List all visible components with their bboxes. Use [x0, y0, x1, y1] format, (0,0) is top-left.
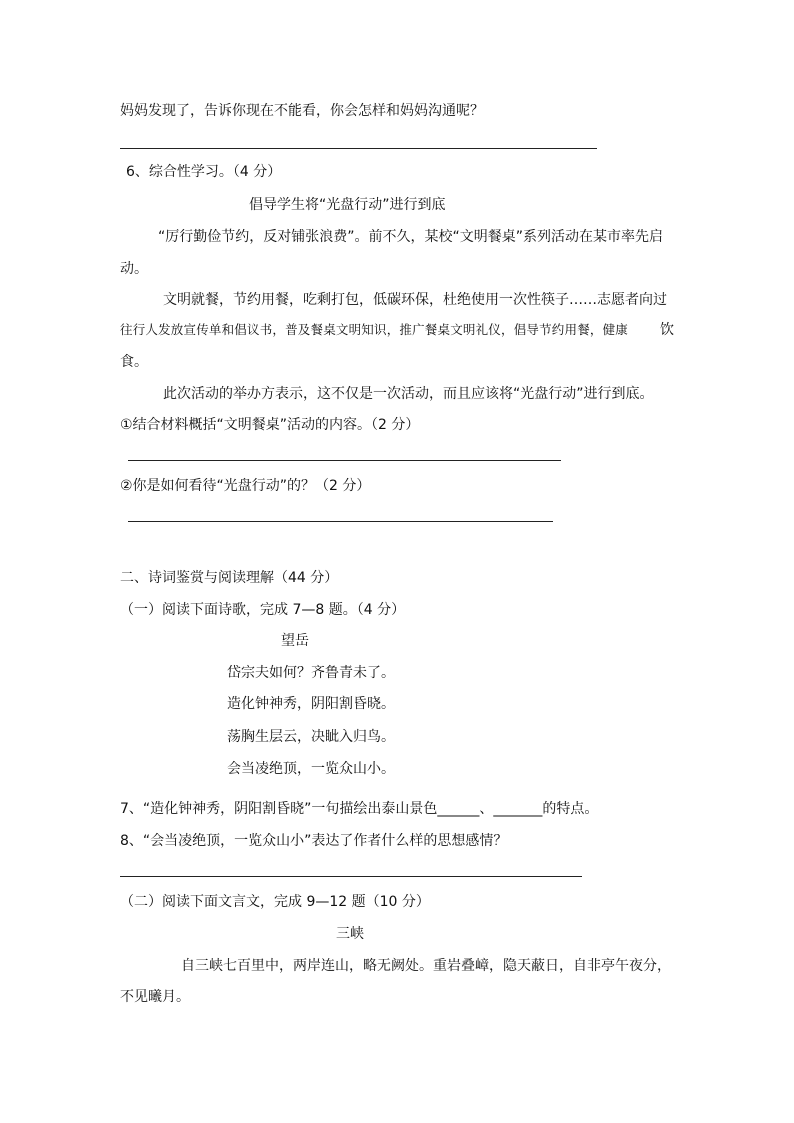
poem-line-1: 岱宗夫如何？齐鲁青未了。 — [227, 665, 395, 681]
q6-paragraph-3: 此次活动的举办方表示，这不仅是一次活动，而且应该将“光盘行动”进行到底。 — [163, 386, 654, 402]
q6-paragraph-2-line-1: 文明就餐，节约用餐，吃剩打包，低碳环保，杜绝使用一次性筷子……志愿者向过 — [163, 292, 667, 308]
q5-tail-text: 妈妈发现了，告诉你现在不能看，你会怎样和妈妈沟通呢？ — [120, 103, 484, 119]
poem-line-2: 造化钟神秀，阴阳割昏晓。 — [227, 696, 395, 712]
poem-title: 望岳 — [281, 633, 309, 649]
q6-paragraph-2-line-2-tail: 饮 — [660, 322, 674, 338]
prose-line-2: 不见曦月。 — [120, 989, 190, 1005]
q6-sub-question-2: ②你是如何看待“光盘行动”的？（2 分） — [120, 478, 371, 494]
poem-line-3: 荡胸生层云，决眦入归鸟。 — [227, 729, 395, 745]
q6-paragraph-1-line-2: 动。 — [120, 261, 148, 277]
answer-line-q6-2 — [128, 521, 553, 522]
q6-heading: 6、综合性学习。（4 分） — [126, 164, 282, 180]
answer-line-q6-1 — [128, 460, 561, 461]
section-2-heading: 二、诗词鉴赏与阅读理解（44 分） — [120, 570, 339, 586]
prose-line-1: 自三峡七百里中，两岸连山，略无阙处。重岩叠嶂，隐天蔽日，自非亭午夜分， — [181, 958, 671, 974]
q6-material-title: 倡导学生将“光盘行动”进行到底 — [249, 197, 446, 213]
question-7: 7、“造化钟神秀，阴阳割昏晓”一句描绘出泰山景色______、_______的特点。 — [120, 801, 599, 817]
part-2-instructions: （二）阅读下面文言文，完成 9—12 题（10 分） — [120, 894, 430, 910]
part-1-instructions: （一）阅读下面诗歌，完成 7—8 题。（4 分） — [120, 602, 406, 618]
answer-line-q8 — [120, 876, 582, 877]
prose-title: 三峡 — [336, 926, 364, 942]
poem-line-4: 会当凌绝顶，一览众山小。 — [227, 761, 395, 777]
q6-paragraph-2-line-3: 食。 — [120, 354, 148, 370]
question-8: 8、“会当凌绝顶，一览众山小”表达了作者什么样的思想感情？ — [120, 833, 508, 849]
q6-sub-question-1: ①结合材料概括“文明餐桌”活动的内容。（2 分） — [120, 417, 420, 433]
q6-paragraph-2-line-2: 往行人发放宣传单和倡议书，普及餐桌文明知识，推广餐桌文明礼仪，倡导节约用餐，健康 — [120, 322, 629, 337]
answer-line-q5 — [120, 148, 597, 149]
q6-paragraph-1-line-1: “厉行勤俭节约，反对铺张浪费”。前不久，某校“文明餐桌”系列活动在某市率先启 — [158, 229, 664, 245]
